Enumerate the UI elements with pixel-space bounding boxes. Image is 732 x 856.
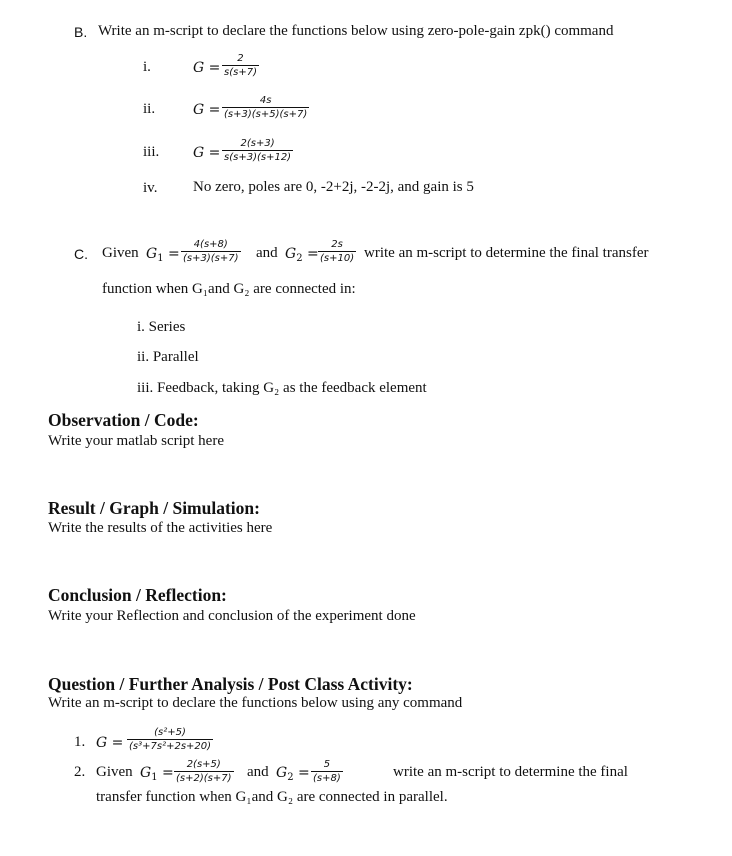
question-heading: Question / Further Analysis / Post Class Activity: [48, 674, 413, 694]
observation-heading: Observation / Code: [48, 410, 199, 430]
b-item-1-fraction [222, 53, 259, 78]
question-2-g1-denominator: (s+2)(s+7) [176, 773, 232, 784]
question-1-fraction [127, 727, 213, 752]
section-c-g1-numerator: 4(s+8) [193, 239, 228, 250]
question-2-line2: transfer function when G₁and G₂ are connected in parallel. [96, 789, 448, 805]
b-item-1-number: i. [143, 59, 151, 75]
b-item-4-number: iv. [143, 180, 158, 196]
section-c-tail: write an m-script to determine the final transfer [364, 245, 649, 261]
question-2-g2-numerator: 5 [323, 759, 331, 770]
section-c-g2: $G_2$ = [285, 246, 319, 264]
question-2-and: and [247, 764, 269, 780]
section-b-instruction: Write an m-script to declare the functions below using zero-pole-gain zpk() command [98, 23, 614, 39]
section-c-and: and [256, 245, 278, 261]
result-heading: Result / Graph / Simulation: [48, 498, 260, 518]
observation-text: Write your matlab script here [48, 433, 224, 449]
result-text: Write the results of the activities here [48, 520, 273, 536]
section-c-label: C. [74, 246, 88, 262]
section-c-g2-numerator: 2s [331, 239, 343, 250]
question-text: Write an m-script to declare the functions below using any command [48, 695, 463, 711]
question-2-g2-denominator: (s+8) [313, 773, 341, 784]
conclusion-text: Write your Reflection and conclusion of the experiment done [48, 608, 416, 624]
question-1-lhs: G = [96, 735, 124, 751]
b-item-1-denominator: s(s+7) [224, 67, 257, 78]
section-c-g1: $G_1$ = [146, 246, 180, 264]
question-2-g2: $G_2$ = [276, 765, 310, 783]
question-2-number: 2. [74, 764, 86, 780]
question-2-g1-numerator: 2(s+5) [186, 759, 221, 770]
section-c-g2-fraction [318, 239, 356, 264]
b-item-4-text: No zero, poles are 0, -2+2j, -2-2j, and gain is 5 [193, 179, 474, 195]
b-item-3-numerator: 2(s+3) [240, 138, 275, 149]
section-c-g1-fraction [181, 239, 241, 264]
b-item-2-lhs: G = [193, 102, 221, 118]
question-2-tail: write an m-script to determine the final [393, 764, 628, 780]
b-item-2-number: ii. [143, 101, 156, 117]
b-item-1-numerator: 2 [237, 53, 244, 64]
b-item-2-denominator: (s+3)(s+5)(s+7) [224, 109, 308, 120]
question-2-g2-fraction [311, 759, 343, 784]
question-1-number: 1. [74, 734, 86, 750]
b-item-2-fraction [222, 95, 309, 120]
b-item-1-lhs: G = [193, 60, 221, 76]
b-item-3-lhs: G = [193, 145, 221, 161]
question-1-denominator: (s³+7s²+2s+20) [129, 741, 212, 752]
section-c-line2: function when G₁and G₂ are connected in: [102, 281, 356, 297]
section-b-label: B. [74, 24, 88, 40]
b-item-3-fraction [222, 138, 293, 163]
section-c-item-series: i. Series [137, 319, 186, 335]
section-c-g2-denominator: (s+10) [320, 253, 355, 264]
section-c-g1-denominator: (s+3)(s+7) [183, 253, 239, 264]
question-1-numerator: (s²+5) [154, 727, 186, 738]
question-2-g1: $G_1$ = [140, 765, 174, 783]
b-item-3-number: iii. [143, 144, 160, 160]
b-item-3-denominator: s(s+3)(s+12) [224, 152, 292, 163]
section-c-item-feedback: iii. Feedback, taking G₂ as the feedback element [137, 380, 427, 396]
question-2-g1-fraction [174, 759, 234, 784]
b-item-2-numerator: 4s [259, 95, 272, 106]
question-2-given: Given [96, 764, 133, 780]
conclusion-heading: Conclusion / Reflection: [48, 585, 227, 605]
section-c-item-parallel: ii. Parallel [137, 349, 199, 365]
section-c-given: Given [102, 245, 139, 261]
